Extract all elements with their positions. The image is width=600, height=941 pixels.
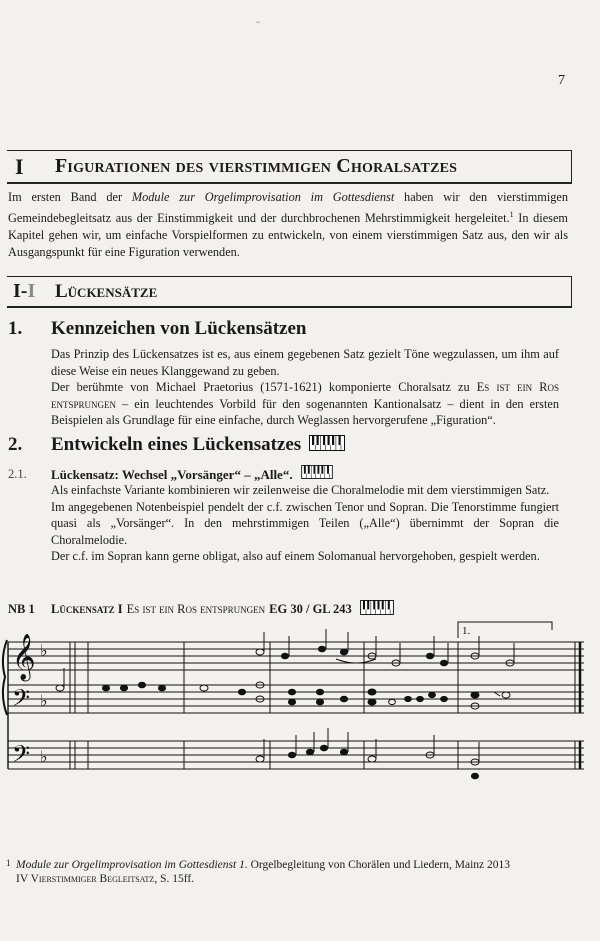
subsection-title: Lückensatz: Wechsel „Vorsänger“ – „Alle“. — [51, 466, 293, 482]
subsection-number: 2.1. — [8, 467, 27, 481]
brace — [3, 640, 7, 715]
footnote-ref: 1 — [509, 210, 514, 219]
music-score — [0, 618, 600, 788]
paragraph — [51, 379, 559, 429]
tenor-notes — [56, 668, 510, 709]
chapter-number: I — [15, 153, 24, 179]
hymnal-reference: EG 30 / GL 243 — [269, 602, 352, 616]
chapter-title: Figurationen des vierstimmigen Choralsatzes — [55, 155, 458, 177]
subsection-title: Entwickeln eines Lückensatzes — [51, 434, 302, 455]
subsection-2-1-text — [51, 482, 559, 565]
subsection-number: 1. — [8, 318, 23, 339]
subsection-title: Kennzeichen von Lückensätzen — [51, 318, 307, 339]
footnote-text: Orgelbegleitung von Chorälen und Liedern, Mainz 2013 — [247, 859, 511, 871]
intro-text: In diesem Kapitel gehen wir, um einfache Vorspielformen zu entwickeln, von einem vierstimmigen Satz aus, den wir als Ausgangspunkt für eine Figuration verwenden. — [8, 211, 568, 260]
chapter-intro — [8, 189, 568, 261]
treble-clef-icon: 𝄞 — [12, 634, 36, 680]
pedal-notes — [256, 728, 479, 779]
bass-clef-icon: 𝄢 — [12, 684, 31, 717]
subsection-2-heading — [8, 434, 345, 456]
key-signature: ♭ — [40, 747, 48, 766]
scan-mark: ~ — [256, 18, 261, 27]
footnote-book-title: Module zur Orgelimprovisation im Gottesdienst 1. — [16, 859, 248, 871]
intro-book-title: Module zur Orgelimprovisation im Gottesdienst — [131, 190, 395, 204]
section-number-prefix: I- — [13, 280, 28, 302]
footnote-chapter: IV Vierstimmiger Begleitsatz — [16, 873, 155, 885]
song-title: Es ist ein Ros entsprungen — [51, 380, 559, 411]
footnote — [16, 858, 576, 886]
paragraph-text: Der berühmte von Michael Praetorius (1571-1621) komponierte Choralsatz zu — [51, 380, 477, 394]
paragraph: Im angegebenen Notenbeispiel pendelt der c.f. zwischen Tenor und Sopran. Die Tenorstimme fungiert quasi als „Vorsänger“. In den mehrstimmigen Teilen („Alle“) übernimmt der Sopran die Choralmelodie. — [51, 499, 559, 547]
footnote-marker: 1 — [6, 858, 11, 868]
paragraph: Als einfachste Variante kombinieren wir zeilenweise die Choralmelodie mit dem vierstimmigen Satz. — [51, 483, 550, 497]
treble-notes — [256, 629, 514, 666]
section-number — [13, 280, 55, 303]
subsection-1-heading — [8, 318, 306, 340]
footnote-pages: , S. 15ff. — [154, 873, 195, 885]
volta-label: 1. — [462, 625, 471, 637]
music-example-heading — [8, 600, 394, 619]
intro-text: Im ersten Band der — [8, 190, 132, 204]
intro-text: haben wir den vierstimmigen Gemeindebegleitsatz aus der Einstimmigkeit und der durchbrochenen Mehrstimmigkeit hergeleitet. — [8, 190, 568, 226]
example-title: Lückensatz I — [51, 602, 123, 616]
paragraph: Der c.f. im Sopran kann gerne obligat, also auf einem Solomanual hervorgehoben, gespielt werden. — [51, 549, 540, 563]
key-signature: ♭ — [40, 641, 48, 660]
paragraph-text: – ein leuchtendes Vorbild für den sogenannten Kantionalsatz – dient in den ersten Beispielen als Grundlage für eine einfache, durch Weglassen hervorgerufene „Figuration“. — [51, 396, 559, 427]
volta-bracket — [458, 622, 552, 638]
paragraph: Das Prinzip des Lückensatzes ist es, aus einem gegebenen Satz gezielt Töne wegzulassen, um ihm auf diese Weise ein neues Klanggewand zu geben. — [51, 347, 559, 378]
subsection-number: 2. — [8, 434, 23, 455]
manual-keyboard-icon — [360, 600, 394, 619]
section-heading — [7, 276, 572, 308]
section-title: Lückensätze — [55, 280, 158, 302]
manual-keyboard-icon — [309, 435, 345, 456]
subsection-1-text — [51, 346, 559, 429]
section-number-suffix: I — [27, 280, 36, 302]
key-signature: ♭ — [40, 691, 48, 710]
bass-clef-icon: 𝄢 — [12, 740, 31, 773]
page-number: 7 — [558, 73, 565, 88]
example-number: NB 1 — [8, 602, 35, 616]
chapter-heading — [7, 150, 572, 184]
song-title: Es ist ein Ros entsprungen — [126, 602, 266, 616]
